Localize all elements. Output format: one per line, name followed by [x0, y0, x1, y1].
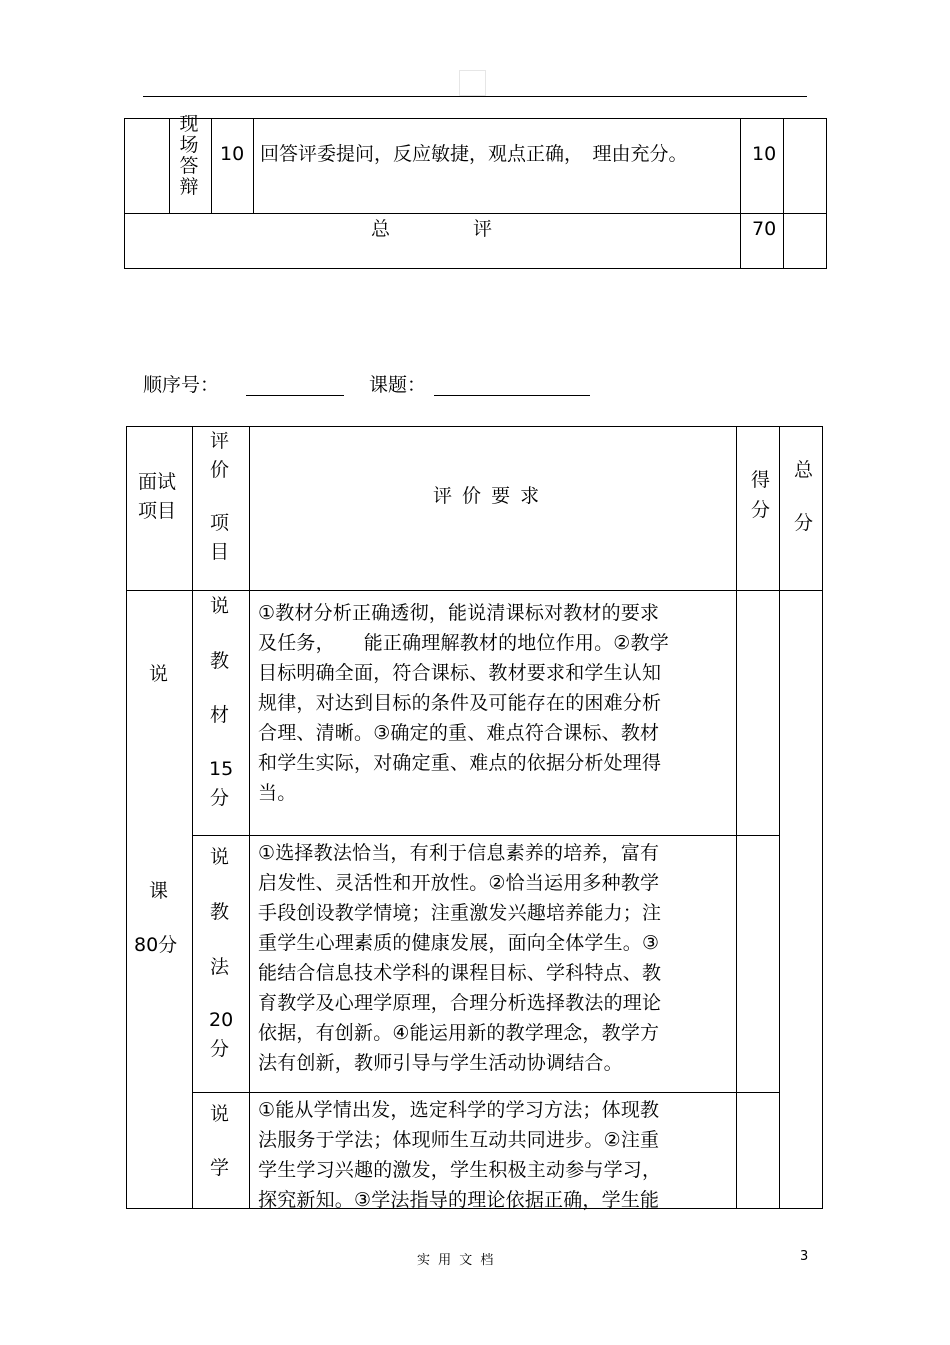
- top-row-requirement: 回答评委提问，反应敏捷，观点正确， 理由充分。: [260, 143, 688, 165]
- total-score: 70: [752, 218, 777, 240]
- row1-item-3: 材: [210, 704, 230, 726]
- row2-item-2: 教: [210, 901, 230, 923]
- total-label-b: 评: [473, 218, 493, 240]
- row2-item-1: 说: [210, 846, 230, 868]
- row1-item-2: 教: [210, 650, 230, 672]
- header-eval-item-3: 项: [210, 512, 230, 534]
- top-row-points: 10: [220, 143, 245, 165]
- row1-item-1: 说: [210, 595, 230, 617]
- row2-item-5: 分: [210, 1038, 230, 1060]
- page-number: 3: [800, 1249, 809, 1264]
- group-label-1: 说: [149, 663, 169, 685]
- row1-item-4: 15: [209, 758, 234, 780]
- row3-item-2: 学: [210, 1157, 230, 1179]
- sequence-blank[interactable]: [246, 395, 344, 396]
- row3-requirement: ①能从学情出发，选定科学的学习方法；体现教 法服务于学法；体现师生互动共同进步。②注重 学生学习兴趣的激发，学生积极主动参与学习， 探究新知。③学法指导的理论依据正确，学生能: [258, 1099, 662, 1211]
- row3-item-1: 说: [210, 1103, 230, 1125]
- group-label-2: 课: [149, 880, 169, 902]
- header-rule: [143, 96, 807, 97]
- topic-blank[interactable]: [434, 395, 590, 396]
- header-eval-item-4: 目: [210, 541, 230, 563]
- row2-item-3: 法: [210, 956, 230, 978]
- top-row-score: 10: [752, 143, 777, 165]
- row1-requirement: ①教材分析正确透彻，能说清课标对教材的要求 及任务， 能正确理解教材的地位作用。②教学 目标明确全面，符合课标、教材要求和学生认知 规律，对达到目标的条件及可能存在的困难分析 合理、清晰。③确定的重、难点符合课标、教材 和学生实际，对确定重、难点的依据分析处理得 当。: [258, 602, 669, 804]
- header-interview-item-2: 项目: [138, 500, 177, 522]
- row1-item-5: 分: [210, 787, 230, 809]
- header-eval-item-2: 价: [210, 459, 230, 481]
- top-row-item: 现 场 答 辩: [179, 113, 199, 198]
- header-eval-item-1: 评: [210, 430, 230, 452]
- group-label-3: 80分: [134, 934, 178, 956]
- header-total-2: 分: [794, 512, 814, 534]
- header-requirement: 评 价 要 求: [433, 485, 542, 507]
- header-score-1: 得: [751, 469, 771, 491]
- row2-item-4: 20: [209, 1009, 234, 1031]
- footer-label: 实 用 文 档: [417, 1253, 496, 1268]
- header-mark: [459, 70, 486, 96]
- sequence-label: 顺序号：: [143, 374, 220, 396]
- total-label-a: 总: [371, 218, 391, 240]
- topic-label: 课题：: [369, 374, 427, 396]
- header-total-1: 总: [794, 459, 814, 481]
- header-interview-item-1: 面试: [138, 471, 177, 493]
- header-score-2: 分: [751, 499, 771, 521]
- row2-requirement: ①选择教法恰当，有利于信息素养的培养，富有 启发性、灵活性和开放性。②恰当运用多种教学 手段创设教学情境；注重激发兴趣培养能力；注 重学生心理素质的健康发展，面向全体学生。③ 能结合信息技术学科的课程目标、学科特点、教 育教学及心理学原理，合理分析选择教法的理论 依据，有创新。④能运用新的教学理念，教学方 法有创新，教师引导与学生活动协调结合。: [258, 842, 662, 1074]
